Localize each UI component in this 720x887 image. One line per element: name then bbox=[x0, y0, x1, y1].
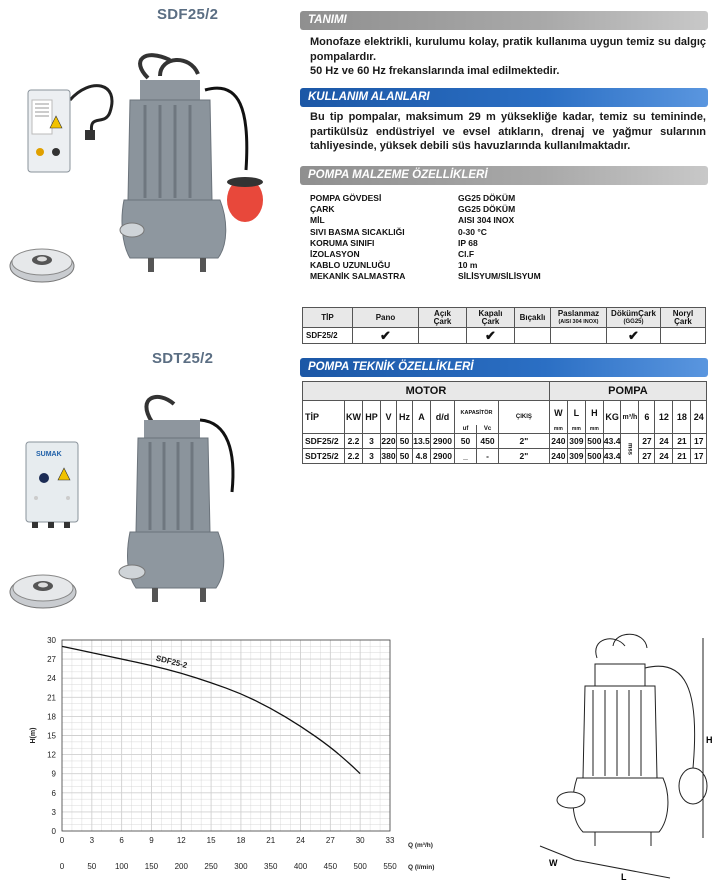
col-h-unit: mm bbox=[585, 425, 603, 434]
tech-cell-uf: 50 bbox=[455, 434, 477, 449]
x2-tick-label: 250 bbox=[204, 862, 218, 871]
col-tip: TİP bbox=[303, 401, 345, 434]
technical-row bbox=[303, 449, 707, 464]
y-tick-label: 0 bbox=[51, 827, 56, 836]
material-value: SİLİSYUM/SİLİSYUM bbox=[458, 271, 541, 282]
tech-cell-kg: 43.4 bbox=[603, 449, 621, 464]
product-title-sdf: SDF25/2 bbox=[157, 6, 219, 23]
col-kg: KG bbox=[603, 401, 621, 434]
material-value: 0-30 °C bbox=[458, 226, 487, 237]
acik-cark-cell bbox=[419, 328, 467, 344]
x2-tick-label: 300 bbox=[234, 862, 248, 871]
mss-label: mss bbox=[626, 442, 633, 455]
technical-table bbox=[302, 381, 707, 464]
material-key: ÇARK bbox=[310, 204, 335, 215]
y-tick-label: 6 bbox=[51, 788, 56, 798]
kapali-cark-check: ✔ bbox=[467, 328, 515, 344]
col-h: H bbox=[585, 401, 603, 425]
tech-cell-cikis: 2" bbox=[499, 449, 550, 464]
material-key: SIVI BASMA SICAKLIĞI bbox=[310, 226, 405, 237]
y-tick-label: 18 bbox=[47, 712, 56, 722]
col-hz: Hz bbox=[397, 401, 413, 434]
material-value: AISI 304 INOX bbox=[458, 215, 515, 226]
tech-cell-v: 380 bbox=[381, 449, 397, 464]
x2-tick-label: 400 bbox=[293, 862, 308, 871]
material-row bbox=[310, 271, 541, 282]
material-value: IP 68 bbox=[458, 237, 478, 248]
dokum-cark-check: ✔ bbox=[607, 328, 661, 344]
tech-cell-uf: _ bbox=[455, 449, 477, 464]
material-row bbox=[310, 215, 541, 226]
performance-chart bbox=[0, 625, 440, 887]
x-tick-label: 33 bbox=[385, 836, 395, 845]
x-tick-label: 3 bbox=[89, 836, 95, 845]
tech-cell-hp: 3 bbox=[363, 434, 381, 449]
tech-cell-kw: 2.2 bbox=[345, 449, 363, 464]
tech-cell-h24: 17 bbox=[691, 449, 707, 464]
y-tick-label: 15 bbox=[47, 731, 56, 741]
tech-cell-tip: SDT25/2 bbox=[303, 449, 345, 464]
material-key: MİL bbox=[310, 215, 325, 226]
col-vc: Vc bbox=[477, 425, 499, 434]
x-tick-label: 27 bbox=[325, 836, 335, 845]
x-tick-label: 15 bbox=[206, 836, 216, 845]
tip-table bbox=[302, 307, 706, 344]
bicakli-header: Bıçaklı bbox=[515, 308, 551, 328]
x-tick-label: 6 bbox=[119, 836, 124, 845]
tech-cell-h12: 24 bbox=[655, 434, 673, 449]
motor-header: MOTOR bbox=[303, 382, 550, 401]
dim-w-label: W bbox=[549, 858, 558, 868]
col-w: W bbox=[549, 401, 567, 425]
y-tick-label: 24 bbox=[47, 674, 56, 684]
tech-cell-dd: 2900 bbox=[431, 434, 455, 449]
col-q18: 18 bbox=[673, 401, 691, 434]
section-bar-tanimi: TANIMI bbox=[300, 11, 708, 30]
tech-cell-l: 309 bbox=[567, 449, 585, 464]
x2-tick-label: 200 bbox=[174, 862, 188, 871]
x-tick-label: 24 bbox=[296, 836, 305, 845]
col-q6: 6 bbox=[639, 401, 655, 434]
tech-cell-a: 13.5 bbox=[413, 434, 431, 449]
col-hp: HP bbox=[363, 401, 381, 434]
pompa-header: POMPA bbox=[549, 382, 706, 401]
tech-cell-hp: 3 bbox=[363, 449, 381, 464]
col-uf: uf bbox=[455, 425, 477, 434]
tech-cell-l: 309 bbox=[567, 434, 585, 449]
y-axis-label: H(m) bbox=[30, 727, 37, 744]
material-key: MEKANİK SALMASTRA bbox=[310, 271, 406, 282]
y-tick-label: 21 bbox=[47, 693, 56, 703]
pump-image-sdt bbox=[108, 392, 248, 612]
tip-row-label: SDF25/2 bbox=[303, 328, 353, 344]
col-q24: 24 bbox=[691, 401, 707, 434]
product-title-sdt: SDT25/2 bbox=[152, 350, 214, 367]
tanimi-line-1: Monofaze elektrikli, kurulumu kolay, pratik kullanıma uygun temiz su dalgıç pompalardır. bbox=[310, 36, 706, 63]
x2-tick-label: 350 bbox=[264, 862, 278, 871]
col-a: A bbox=[413, 401, 431, 434]
tech-cell-h6: 27 bbox=[639, 449, 655, 464]
col-m3h: m³/h bbox=[621, 401, 639, 434]
tech-cell-h24: 17 bbox=[691, 434, 707, 449]
acik-cark-header: Açık Çark bbox=[419, 308, 467, 328]
tech-cell-vc: 450 bbox=[477, 434, 499, 449]
technical-row bbox=[303, 434, 707, 449]
x2-axis-label: Q (l/min) bbox=[408, 864, 435, 871]
col-v: V bbox=[381, 401, 397, 434]
tech-cell-dd: 2900 bbox=[431, 449, 455, 464]
noryl-cark-header: Noryl Çark bbox=[661, 308, 706, 328]
tech-cell-h6: 27 bbox=[639, 434, 655, 449]
dimension-drawing bbox=[535, 628, 720, 887]
y-tick-label: 9 bbox=[51, 769, 56, 779]
material-value: GG25 DÖKÜM bbox=[458, 193, 516, 203]
mss-cell bbox=[621, 434, 639, 464]
material-value: GG25 DÖKÜM bbox=[458, 204, 516, 215]
tech-cell-h: 500 bbox=[585, 449, 603, 464]
tech-cell-h18: 21 bbox=[673, 449, 691, 464]
tech-cell-h12: 24 bbox=[655, 449, 673, 464]
x-tick-label: 9 bbox=[149, 836, 154, 845]
paslanmaz-cell bbox=[551, 328, 607, 344]
noryl-cark-cell bbox=[661, 328, 706, 344]
tanimi-text bbox=[310, 35, 706, 79]
tech-cell-v: 220 bbox=[381, 434, 397, 449]
col-kapasitor: KAPASİTÖR bbox=[455, 401, 499, 425]
section-bar-kullanim: KULLANIM ALANLARI bbox=[300, 88, 708, 107]
section-bar-malzeme: POMPA MALZEME ÖZELLİKLERİ bbox=[300, 166, 708, 185]
impeller-image-top bbox=[8, 238, 76, 288]
y-tick-label: 27 bbox=[47, 655, 56, 665]
x2-tick-label: 100 bbox=[114, 862, 129, 871]
material-row bbox=[310, 249, 541, 260]
x-axis-label: Q (m³/h) bbox=[408, 842, 433, 849]
material-table bbox=[310, 193, 541, 283]
y-tick-label: 12 bbox=[47, 750, 56, 760]
x2-tick-label: 50 bbox=[87, 862, 97, 871]
col-cikis: ÇIKIŞ bbox=[499, 401, 550, 434]
x-tick-label: 18 bbox=[236, 836, 246, 845]
x2-tick-label: 450 bbox=[323, 862, 338, 871]
material-row bbox=[310, 238, 541, 249]
y-tick-label: 3 bbox=[51, 807, 56, 817]
x2-tick-label: 550 bbox=[383, 862, 397, 871]
col-w-unit: mm bbox=[549, 425, 567, 434]
material-row bbox=[310, 260, 541, 271]
paslanmaz-header: Paslanmaz (AISI 304 INOX) bbox=[551, 308, 607, 328]
material-row bbox=[310, 227, 541, 238]
pano-check: ✔ bbox=[353, 328, 419, 344]
section-bar-teknik: POMPA TEKNİK ÖZELLİKLERİ bbox=[300, 358, 708, 377]
col-l: L bbox=[567, 401, 585, 425]
tech-cell-kw: 2.2 bbox=[345, 434, 363, 449]
tip-header: TİP bbox=[303, 308, 353, 328]
tech-cell-kg: 43.4 bbox=[603, 434, 621, 449]
col-dd: d/d bbox=[431, 401, 455, 434]
material-key: KORUMA SINIFI bbox=[310, 237, 375, 248]
x2-tick-label: 150 bbox=[144, 862, 159, 871]
tech-cell-h: 500 bbox=[585, 434, 603, 449]
tanimi-line-2: 50 Hz ve 60 Hz frekanslarında imal edilmektedir. bbox=[310, 65, 560, 77]
control-box-brand: SUMAK bbox=[36, 451, 62, 458]
x2-tick-label: 0 bbox=[59, 862, 65, 871]
x-tick-label: 30 bbox=[355, 836, 365, 845]
control-box-image-bottom bbox=[22, 438, 82, 538]
tech-cell-tip: SDF25/2 bbox=[303, 434, 345, 449]
dim-h-label: H bbox=[706, 735, 713, 745]
tech-cell-hz: 50 bbox=[397, 434, 413, 449]
material-key: KABLO UZUNLUĞU bbox=[310, 260, 391, 271]
x-tick-label: 0 bbox=[59, 836, 65, 845]
kullanim-text: Bu tip pompalar, maksimum 29 m yüksekliğe kadar, temiz su temininde, partikülsüz endüstriyel ve evsel atıkların, drenaj ve yağmur sularının tahliyesinde, yüksek debili süs havuzlarında kullanılmaktadır. bbox=[310, 111, 706, 152]
impeller-image-bottom bbox=[8, 568, 78, 612]
pano-header: Pano bbox=[353, 308, 419, 328]
material-key: İZOLASYON bbox=[310, 249, 360, 260]
col-kw: KW bbox=[345, 401, 363, 434]
x2-tick-label: 500 bbox=[353, 862, 367, 871]
material-key: POMPA GÖVDESİ bbox=[310, 193, 382, 203]
tech-cell-cikis: 2" bbox=[499, 434, 550, 449]
tech-cell-h18: 21 bbox=[673, 434, 691, 449]
x-tick-label: 12 bbox=[176, 836, 186, 845]
material-value: Cl.F bbox=[458, 249, 475, 260]
pump-image-sdf bbox=[100, 50, 270, 280]
col-q12: 12 bbox=[655, 401, 673, 434]
x-tick-label: 21 bbox=[266, 836, 276, 845]
tech-cell-a: 4.8 bbox=[413, 449, 431, 464]
y-tick-label: 30 bbox=[47, 636, 56, 645]
col-l-unit: mm bbox=[567, 425, 585, 434]
dim-l-label: L bbox=[621, 872, 627, 882]
tech-cell-w: 240 bbox=[549, 434, 567, 449]
material-row bbox=[310, 193, 541, 204]
series-label: SDF25-2 bbox=[154, 653, 189, 671]
material-row bbox=[310, 204, 541, 215]
kapali-cark-header: Kapalı Çark bbox=[467, 308, 515, 328]
bicakli-cell bbox=[515, 328, 551, 344]
dokum-cark-header: DökümÇark (GG25) bbox=[607, 308, 661, 328]
tech-cell-w: 240 bbox=[549, 449, 567, 464]
tech-cell-vc: - bbox=[477, 449, 499, 464]
tech-cell-hz: 50 bbox=[397, 449, 413, 464]
material-value: 10 m bbox=[458, 260, 478, 271]
